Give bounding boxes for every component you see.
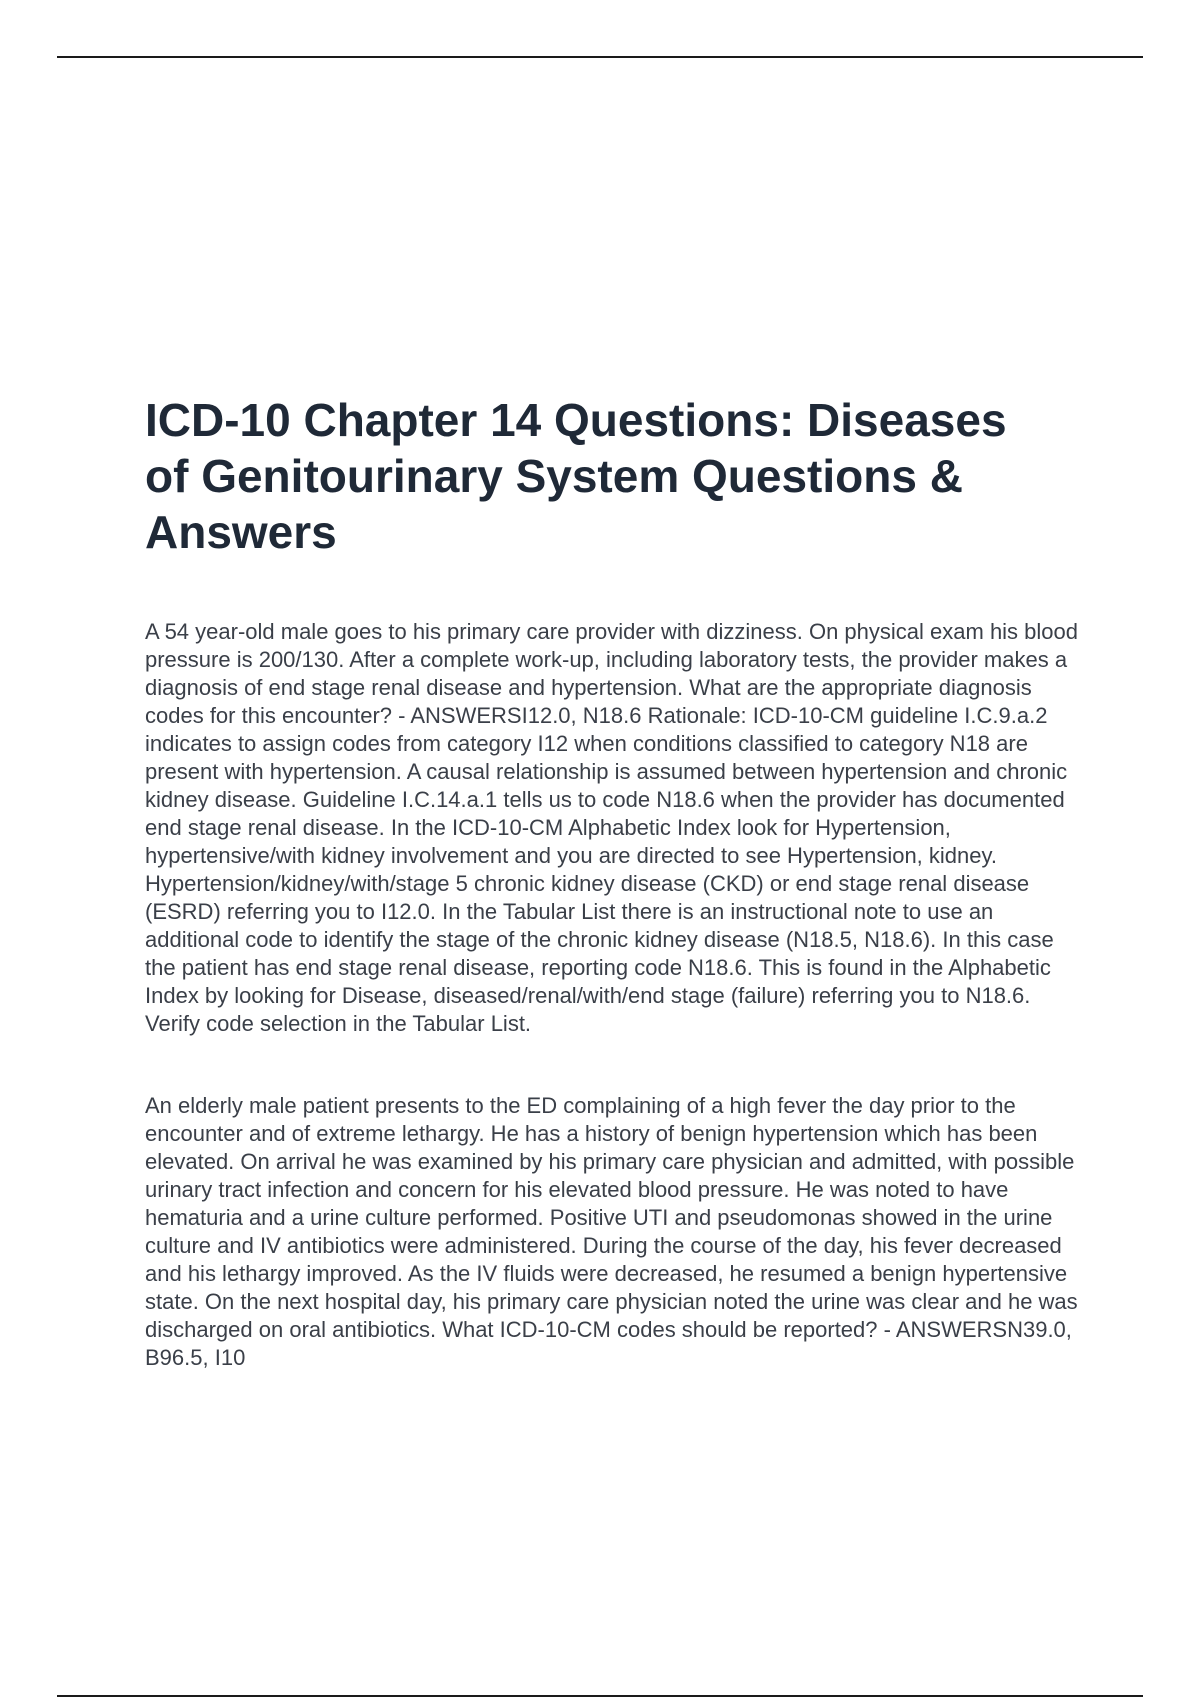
text-line: I10 (214, 1345, 246, 1370)
text-line: oral antibiotics. What ICD-10-CM codes should be reported? - ANSWERSN39.0, B96.5, (145, 1317, 1072, 1370)
text-line: the encounter and of extreme lethargy. He has a history of benign hypertension which (145, 1093, 1016, 1146)
text-line: I.C.14.a.1 tells us to code N18.6 when the provider has documented end stage renal (145, 787, 1065, 840)
question-answer-2 (145, 1092, 1085, 1372)
title-line: Answers (145, 506, 337, 558)
text-line: has been elevated. On arrival he was examined by his primary care physician and (145, 1121, 1038, 1174)
text-line: Hypertension/kidney/with/stage 5 chronic kidney disease (CKD) or end stage renal (145, 871, 948, 896)
text-line: A 54 year-old male goes to his primary care provider with dizziness. On physical exam (145, 619, 984, 644)
text-line: to use an additional code to identify the stage of the chronic kidney disease (N18.5, (145, 899, 994, 952)
title-line: ICD-10 Chapter 14 Questions: Diseases (145, 394, 1007, 446)
page-title (145, 392, 1075, 560)
bottom-divider (57, 1695, 1143, 1697)
text-line: relationship is assumed between hypertension and chronic kidney disease. Guideline (145, 759, 1068, 812)
text-line: pressure. He was noted to have hematuria and a urine culture performed. Positive UTI (145, 1177, 1009, 1230)
text-line: An elderly male patient presents to the ED complaining of a high fever the day prior to (145, 1093, 980, 1118)
top-divider (57, 56, 1143, 58)
text-line: admitted, with possible urinary tract infection and concern for his elevated blood (145, 1149, 1075, 1202)
text-line: is found in the Alphabetic Index by looking for Disease, diseased/renal/with/end stage (145, 955, 1051, 1008)
text-line: appropriate diagnosis codes for this encounter? - ANSWERSI12.0, N18.6 (145, 675, 1032, 728)
text-line: day, his primary care physician noted the urine was clear and he was discharged on (145, 1289, 1078, 1342)
text-line: disease. In the ICD-10-CM Alphabetic Index look for Hypertension, hypertensive/with (145, 815, 951, 868)
text-line: kidney involvement and you are directed to see Hypertension, kidney. (321, 843, 997, 868)
text-line: During the course of the day, his fever decreased and his lethargy improved. As the IV (145, 1233, 1062, 1286)
text-line: (failure) referring you to N18.6. Verify code selection in the Tabular List. (145, 983, 1031, 1036)
question-answer-1 (145, 618, 1085, 1038)
text-line: provider makes a diagnosis of end stage renal disease and hypertension. What are the (145, 647, 1068, 700)
text-line: Rationale: ICD-10-CM guideline I.C.9.a.2 indicates to assign codes from category I12 (145, 703, 1048, 756)
title-line: of Genitourinary System Questions & (145, 450, 963, 502)
text-line: fluids were decreased, he resumed a benign hypertensive state. On the next hospital (145, 1261, 1068, 1314)
text-line: disease (ESRD) referring you to I12.0. In the Tabular List there is an instructional note (145, 871, 1030, 924)
text-line: when conditions classified to category N18 are present with hypertension. A causal (145, 731, 1028, 784)
text-line: N18.6). In this case the patient has end stage renal disease, reporting code N18.6. This (145, 927, 1054, 980)
text-line: and pseudomonas showed in the urine culture and IV antibiotics were administered. (145, 1205, 1053, 1258)
text-line: his blood pressure is 200/130. After a complete work-up, including laboratory tests, the (145, 619, 1079, 672)
